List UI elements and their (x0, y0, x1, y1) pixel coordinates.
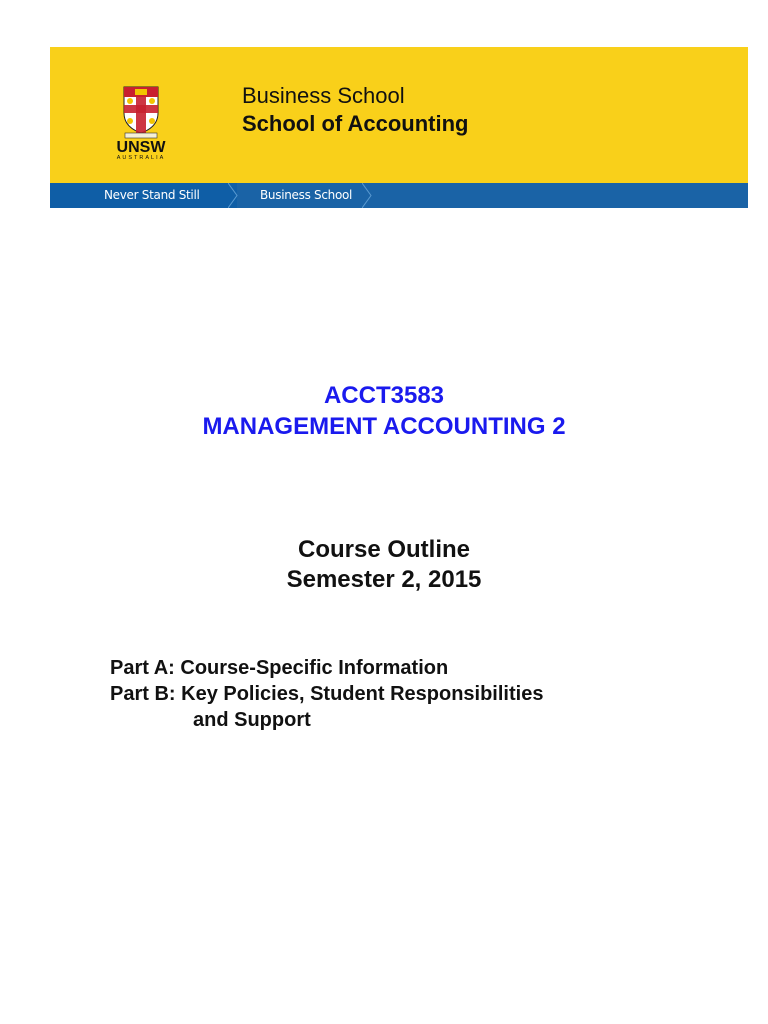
document-title: Course Outline (297, 536, 471, 563)
semester-label: Semester 2, 2015 (286, 566, 482, 593)
never-stand-still-tagline: Never Stand Still (104, 188, 200, 202)
course-name: MANAGEMENT ACCOUNTING 2 (202, 413, 566, 440)
part-b-item: Part B: Key Policies, Student Responsibilities (110, 683, 544, 705)
part-b-item-continued: and Support (193, 709, 311, 731)
course-code: ACCT3583 (323, 382, 445, 409)
logo-subtext: AUSTRALIA (116, 155, 166, 161)
header-banner (50, 47, 748, 208)
unsw-logo (102, 83, 180, 161)
part-a-item: Part A: Course-Specific Information (110, 657, 449, 679)
tagline-bar (50, 183, 748, 208)
business-school-tagline: Business School (260, 188, 353, 202)
logo-wordmark: UNSW (116, 139, 166, 156)
school-of-accounting-label: School of Accounting (242, 111, 469, 136)
chevron-separator-icon (362, 183, 376, 208)
chevron-separator-icon (228, 183, 242, 208)
business-school-label: Business School (242, 83, 405, 108)
